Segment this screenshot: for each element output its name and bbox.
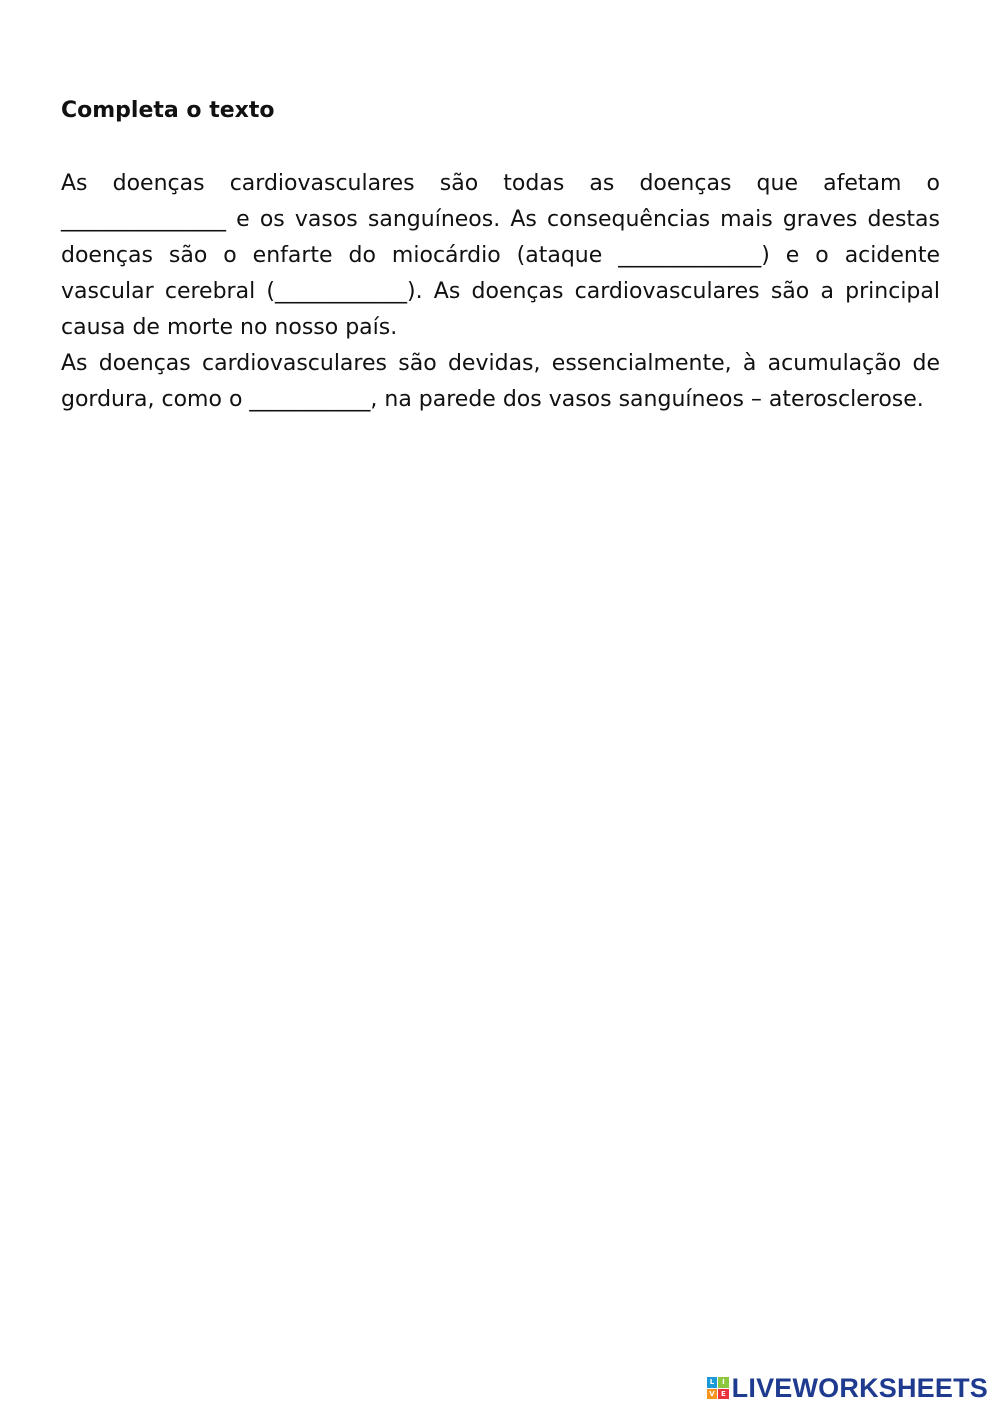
logo-mark-letter: V <box>707 1389 718 1400</box>
logo-mark-letter: E <box>718 1389 729 1400</box>
logo-mark-icon <box>707 1377 729 1399</box>
worksheet-page <box>61 94 940 418</box>
logo-mark-letter: L <box>707 1377 718 1388</box>
logo-mark-letter: I <box>718 1377 729 1388</box>
paragraph-2: As doenças cardiovasculares são devidas, essencialmente, à acumulação de gordura, como o ___________, na parede dos vasos sanguíneos – aterosclerose. <box>61 351 940 412</box>
logo-text: LIVEWORKSHEETS <box>731 1372 988 1403</box>
paragraph-1: As doenças cardiovasculares são todas as doenças que afetam o _______________ e os vasos sanguíneos. As consequências mais graves destas doenças são o enfarte do miocárdio (ataque _____________) e o acidente vascular cerebral (____________). As doenças cardiovasculares são a principal causa de morte no nosso país. <box>61 171 940 340</box>
liveworksheets-logo <box>707 1372 988 1404</box>
page-title: Completa o texto <box>61 98 275 123</box>
